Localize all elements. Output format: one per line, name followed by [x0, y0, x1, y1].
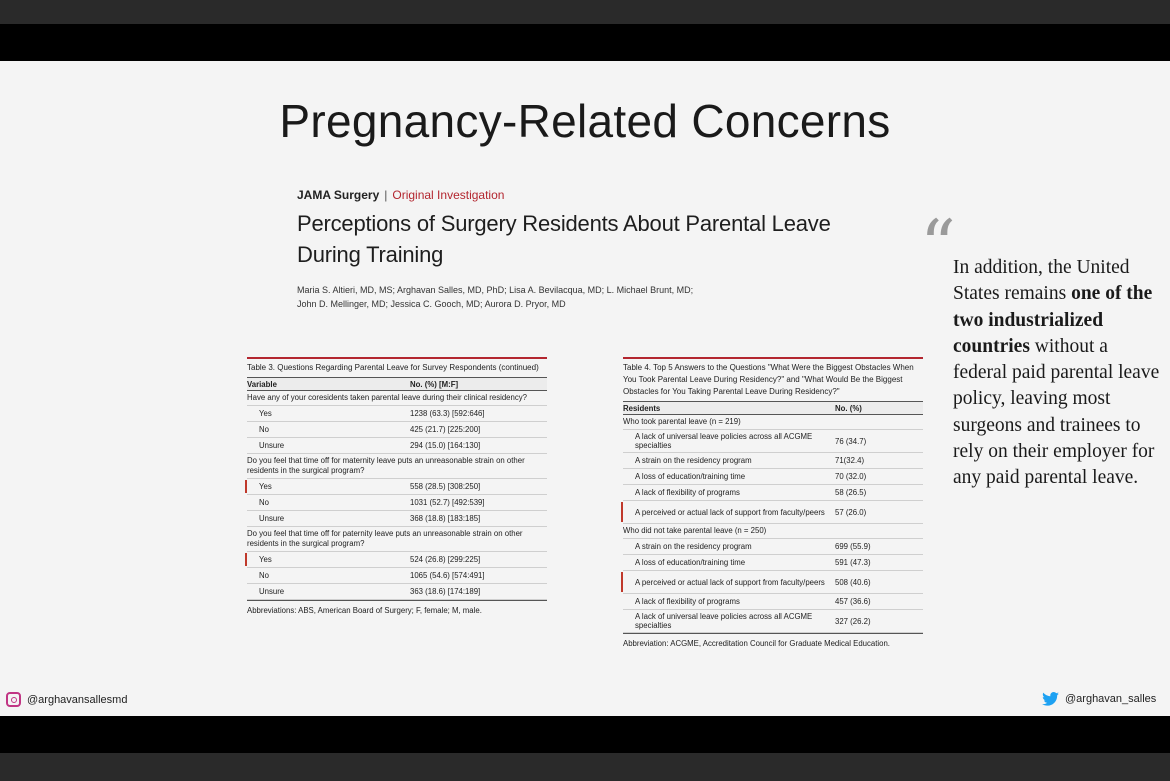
table-4	[623, 357, 923, 648]
row-label: Unsure	[259, 441, 285, 450]
row-label: A perceived or actual lack of support from faculty/peers	[635, 507, 825, 517]
row-value: 591 (47.3)	[835, 558, 871, 567]
table-row	[623, 469, 923, 485]
table-row	[623, 594, 923, 610]
table-header	[247, 377, 547, 391]
row-value: 1238 (63.3) [592:646]	[410, 409, 485, 418]
row-value: 58 (26.5)	[835, 488, 867, 497]
row-label: A strain on the residency program	[635, 542, 752, 551]
row-label: Yes	[259, 482, 272, 491]
paper-title: Perceptions of Surgery Residents About Parental Leave During Training	[297, 211, 831, 267]
table-row	[623, 610, 923, 633]
twitter-handle-text: @arghavan_salles	[1065, 693, 1157, 705]
quote-part: In addition, the United States remains	[953, 257, 1130, 305]
row-label: No	[259, 425, 269, 434]
table-header	[623, 401, 923, 415]
table-footnote: Abbreviation: ACGME, Accreditation Council for Graduate Medical Education.	[623, 633, 923, 648]
table-footnote: Abbreviations: ABS, American Board of Surgery; F, female; M, male.	[247, 600, 547, 615]
row-label: A strain on the residency program	[635, 456, 752, 465]
table-row	[247, 511, 547, 527]
paper-authors	[297, 283, 727, 311]
row-label: A perceived or actual lack of support from faculty/peers	[635, 577, 825, 587]
bottom-letterbox	[0, 716, 1170, 753]
table-row	[247, 406, 547, 422]
row-label: A lack of universal leave policies across all ACGME specialties	[635, 432, 813, 450]
row-label: A lack of flexibility of programs	[635, 597, 740, 606]
table-caption: Table 3. Questions Regarding Parental Leave for Survey Respondents (continued)	[247, 363, 539, 372]
quote-emphasis: one of the two industrialized countries	[953, 283, 1153, 357]
row-label: Yes	[259, 555, 272, 564]
authors-line: Maria S. Altieri, MD, MS; Arghavan Salles, MD, PhD; Lisa A. Bevilacqua, MD; L. Michael Brunt, MD;	[297, 285, 694, 295]
row-value: 457 (36.6)	[835, 597, 871, 606]
journal-name: JAMA Surgery	[297, 188, 380, 202]
bottom-frame-bar	[0, 753, 1170, 781]
table-row-highlighted	[623, 501, 923, 524]
instagram-icon	[6, 692, 21, 707]
table-row-highlighted	[247, 479, 547, 495]
column-header: Residents	[623, 403, 661, 413]
journal-separator: |	[384, 188, 388, 202]
row-label: A loss of education/training time	[635, 472, 746, 481]
table-row	[247, 568, 547, 584]
table-row	[247, 422, 547, 438]
row-value: 425 (21.7) [225:200]	[410, 425, 481, 434]
journal-header	[297, 188, 504, 202]
top-frame-bar	[0, 0, 1170, 24]
authors-line: John D. Mellinger, MD; Jessica C. Gooch, MD; Aurora D. Pryor, MD	[297, 299, 566, 309]
row-label: A lack of flexibility of programs	[635, 488, 740, 497]
quote-part: without a federal paid parental leave policy, leaving most surgeons and trainees to rely on their employer for any paid parental leave.	[953, 335, 1160, 489]
instagram-handle[interactable]	[6, 692, 127, 707]
row-value: 363 (18.6) [174:189]	[410, 587, 481, 596]
table-row-highlighted	[623, 571, 923, 594]
article-section: Original Investigation	[392, 188, 505, 202]
twitter-handle[interactable]	[1042, 692, 1156, 706]
table-group-label: Who took parental leave (n = 219)	[623, 415, 923, 430]
top-letterbox	[0, 24, 1170, 61]
row-label: Unsure	[259, 514, 285, 523]
table-row	[623, 485, 923, 501]
row-value: 70 (32.0)	[835, 472, 867, 481]
column-header: Variable	[247, 379, 277, 389]
table-row	[623, 430, 923, 453]
row-value: 699 (55.9)	[835, 542, 871, 551]
table-question: Do you feel that time off for paternity leave puts an unreasonable strain on other residents in the surgical program?	[247, 527, 547, 552]
table-row-highlighted	[247, 552, 547, 568]
row-value: 76 (34.7)	[835, 436, 867, 446]
row-label: Unsure	[259, 587, 285, 596]
table-group-label: Who did not take parental leave (n = 250)	[623, 524, 923, 539]
slide	[0, 61, 1170, 716]
column-header: No. (%)	[835, 403, 862, 413]
table-question: Do you feel that time off for maternity leave puts an unreasonable strain on other residents in the surgical program?	[247, 454, 547, 479]
table-row	[247, 438, 547, 454]
table-row	[247, 584, 547, 600]
table-3	[247, 357, 547, 615]
row-value: 71(32.4)	[835, 456, 865, 465]
table-caption: Table 4. Top 5 Answers to the Questions "What Were the Biggest Obstacles When You Took Parental Leave During Residency?" and "What Would Be the Biggest Obstacles for You Taking Parental Leave During Residency?"	[623, 363, 914, 396]
table-row	[623, 555, 923, 571]
row-value: 327 (26.2)	[835, 616, 871, 626]
table-row	[247, 495, 547, 511]
quote-text	[953, 255, 1165, 492]
row-label: No	[259, 571, 269, 580]
row-label: A lack of universal leave policies across all ACGME specialties	[635, 612, 813, 630]
row-value: 1031 (52.7) [492:539]	[410, 498, 485, 507]
column-header: No. (%) [M:F]	[410, 379, 459, 389]
row-value: 508 (40.6)	[835, 577, 871, 587]
slide-title: Pregnancy-Related Concerns	[279, 95, 891, 147]
row-value: 368 (18.8) [183:185]	[410, 514, 481, 523]
row-value: 524 (26.8) [299:225]	[410, 555, 481, 564]
row-label: Yes	[259, 409, 272, 418]
table-row	[623, 539, 923, 555]
row-value: 558 (28.5) [308:250]	[410, 482, 481, 491]
twitter-icon	[1042, 692, 1059, 706]
row-value: 294 (15.0) [164:130]	[410, 441, 481, 450]
instagram-handle-text: @arghavansallesmd	[27, 693, 128, 706]
table-question: Have any of your coresidents taken parental leave during their clinical residency?	[247, 391, 547, 406]
row-label: No	[259, 498, 269, 507]
quote-mark-icon: “	[920, 205, 956, 287]
row-label: A loss of education/training time	[635, 558, 746, 567]
row-value: 1065 (54.6) [574:491]	[410, 571, 485, 580]
table-row	[623, 453, 923, 469]
row-value: 57 (26.0)	[835, 507, 867, 517]
